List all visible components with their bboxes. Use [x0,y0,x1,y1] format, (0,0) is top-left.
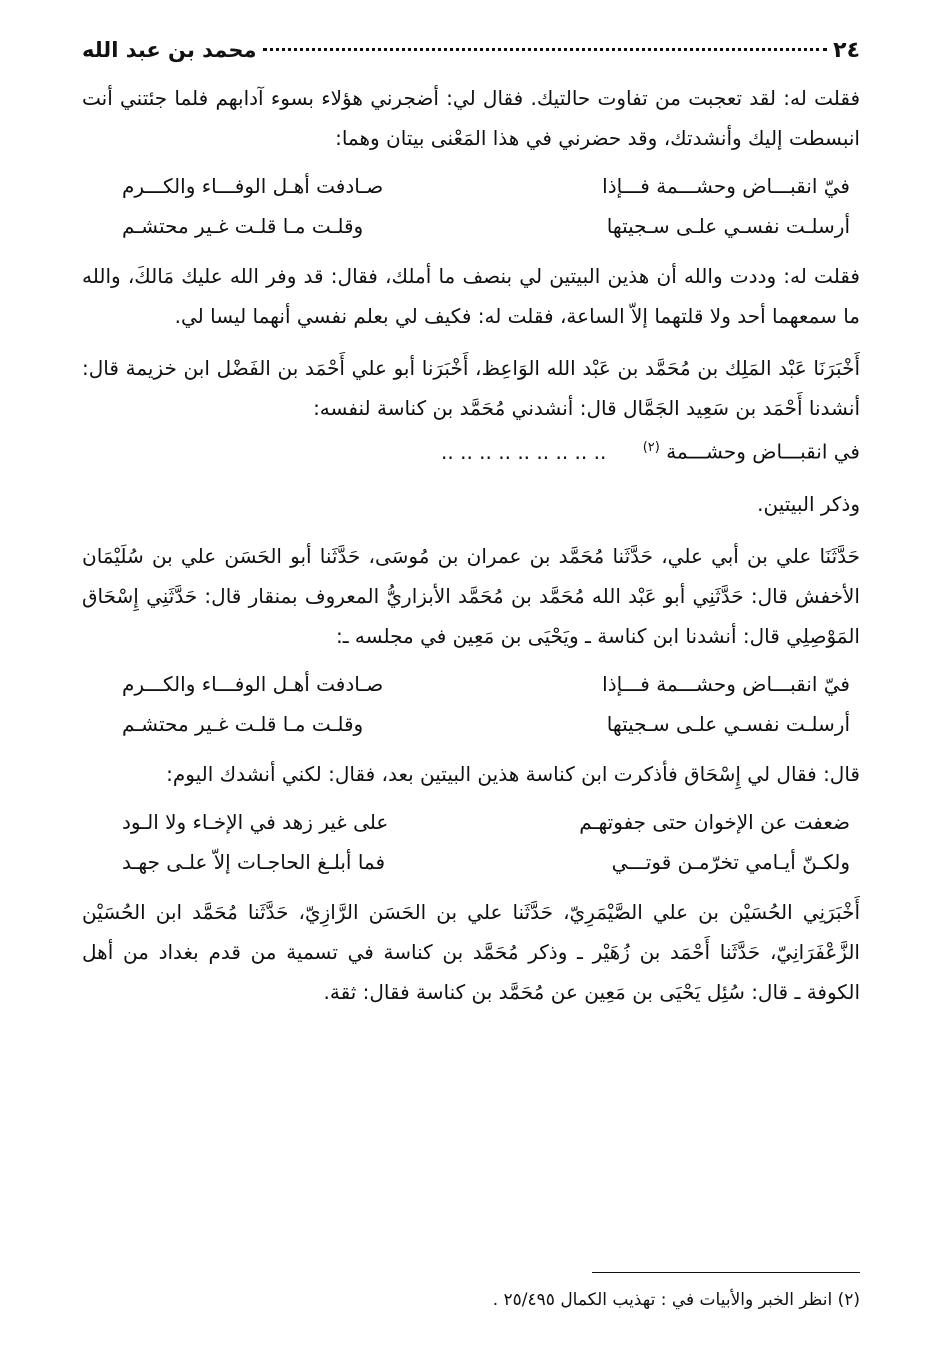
footnote-divider [592,1272,860,1273]
paragraph: وذكر البيتين. [757,491,860,516]
verse-hemistich-second: صـادفت أهـل الوفـــاء والكـــرم [122,174,384,198]
verse-hemistich-first: فيّ انقبـــاض وحشـــمة فـــإذا [602,174,850,198]
verse-hemistich-second: على غير زهد في الإخـاء ولا الـود [122,809,389,834]
verse-line [82,166,860,206]
footnote: (٢) انظر الخبر والأبيات في : تهذيب الكمال ٢٥/٤٩٥ . [492,1290,860,1310]
verse-hemistich-first: ضعفت عن الإخوان حتى جفوتهـم [579,809,850,834]
header-dot-leader [263,48,828,51]
poem-block [82,166,860,246]
paragraph: فقلت له: لقد تعجبت من تفاوت حالتيك. فقال لي: أضجرني هؤلاء بسوء آدابهم فلما جئتني أنت انبسطت إليك وأنشدتك، وقد حضرني في هذا المَعْنى بيتان وهما: [82,86,860,150]
abbreviated-verse [82,428,860,472]
running-title: محمد بن عبد الله [82,38,257,62]
poem-block [82,664,860,744]
paragraph: أَخْبَرَنِي الحُسَيْن بن علي الصَّيْمَرِيّ، حَدَّثَنا علي بن الحَسَن الرَّازِيّ، حَدَّثَنا مُحَمَّد ابن الحُسَيْن الزَّعْفَرَانِيّ، حَدَّثَنا أَحْمَد بن زُهَيْر ـ وذكر مُحَمَّد بن كناسة في تسمية من قدم بغداد من أهل الكوفة ـ قال: سُئِل يَحْيَى بن مَعِين عن مُحَمَّد بن كناسة فقال: ثقة. [82,899,860,1004]
poem-block [82,802,860,882]
verse-hemistich-first: في انقبـــاض وحشـــمة [666,439,860,464]
paragraph: فقلت له: وددت والله أن هذين البيتين لي بنصف ما أملك، فقال: قد وفر الله عليك مَالكَ، والله ما سمعهما أحد ولا قلتهما إلاّ الساعة، فقلت له: فكيف لي بعلم نفسي أنهما ليسا لي. [82,264,860,328]
verse-line [82,664,860,704]
footnote-marker: (٢) [642,440,660,455]
verse-hemistich-second: صـادفت أهـل الوفـــاء والكـــرم [122,671,384,696]
paragraph: أَخْبَرَنَا عَبْد المَلِك بن مُحَمَّد بن عَبْد الله الوَاعِظ، أَخْبَرَنا أبو علي أَحْمَد بن الفَضْل ابن خزيمة قال: أنشدنا أَحْمَد بن سَعِيد الجَمَّال قال: أنشدني مُحَمَّد بن كناسة لنفسه: [82,356,860,420]
verse-line [82,704,860,744]
verse-line [82,802,860,842]
verse-hemistich-second: وقلـت مـا قلـت غـير محتشـم [122,711,364,736]
verse-line [82,206,860,246]
paragraph: قال: فقال لي إِسْحَاق فأذكرت ابن كناسة هذين البيتين بعد، فقال: لكني أنشدك اليوم: [166,761,860,786]
verse-hemistich-first: ولكـنّ أيـامي تخرّمـن قوتـــي [611,849,850,874]
omission-dots: .. .. .. .. .. .. .. .. .. [441,439,607,464]
paragraph: حَدَّثَنَا علي بن أبي علي، حَدَّثَنا مُحَمَّد بن عمران بن مُوسَى، حَدَّثَنا أبو الحَسَن علي بن سُلَيْمَان الأخفش قال: حَدَّثَنِي أبو عَبْد الله مُحَمَّد بن مُحَمَّد الأبزاريُّ المعروف بمنقار قال: حَدَّثَنِي إِسْحَاق المَوْصِلِي قال: أنشدنا ابن كناسة ـ ويَحْيَى بن مَعِين في مجلسه ـ: [82,543,860,648]
verse-hemistich-second: وقلـت مـا قلـت غـير محتشـم [122,214,364,238]
verse-hemistich-first: أرسلـت نفسـي علـى سـجيتها [606,214,850,238]
verse-hemistich-second: فما أبلـغ الحاجـات إلاّ علـى جهـد [122,849,386,874]
page-number: ٢٤ [833,38,860,63]
page-header [82,38,860,78]
verse-line [82,842,860,882]
verse-hemistich-first: أرسلـت نفسـي علـى سـجيتها [606,711,850,736]
verse-hemistich-first: فيّ انقبـــاض وحشـــمة فـــإذا [602,671,850,696]
